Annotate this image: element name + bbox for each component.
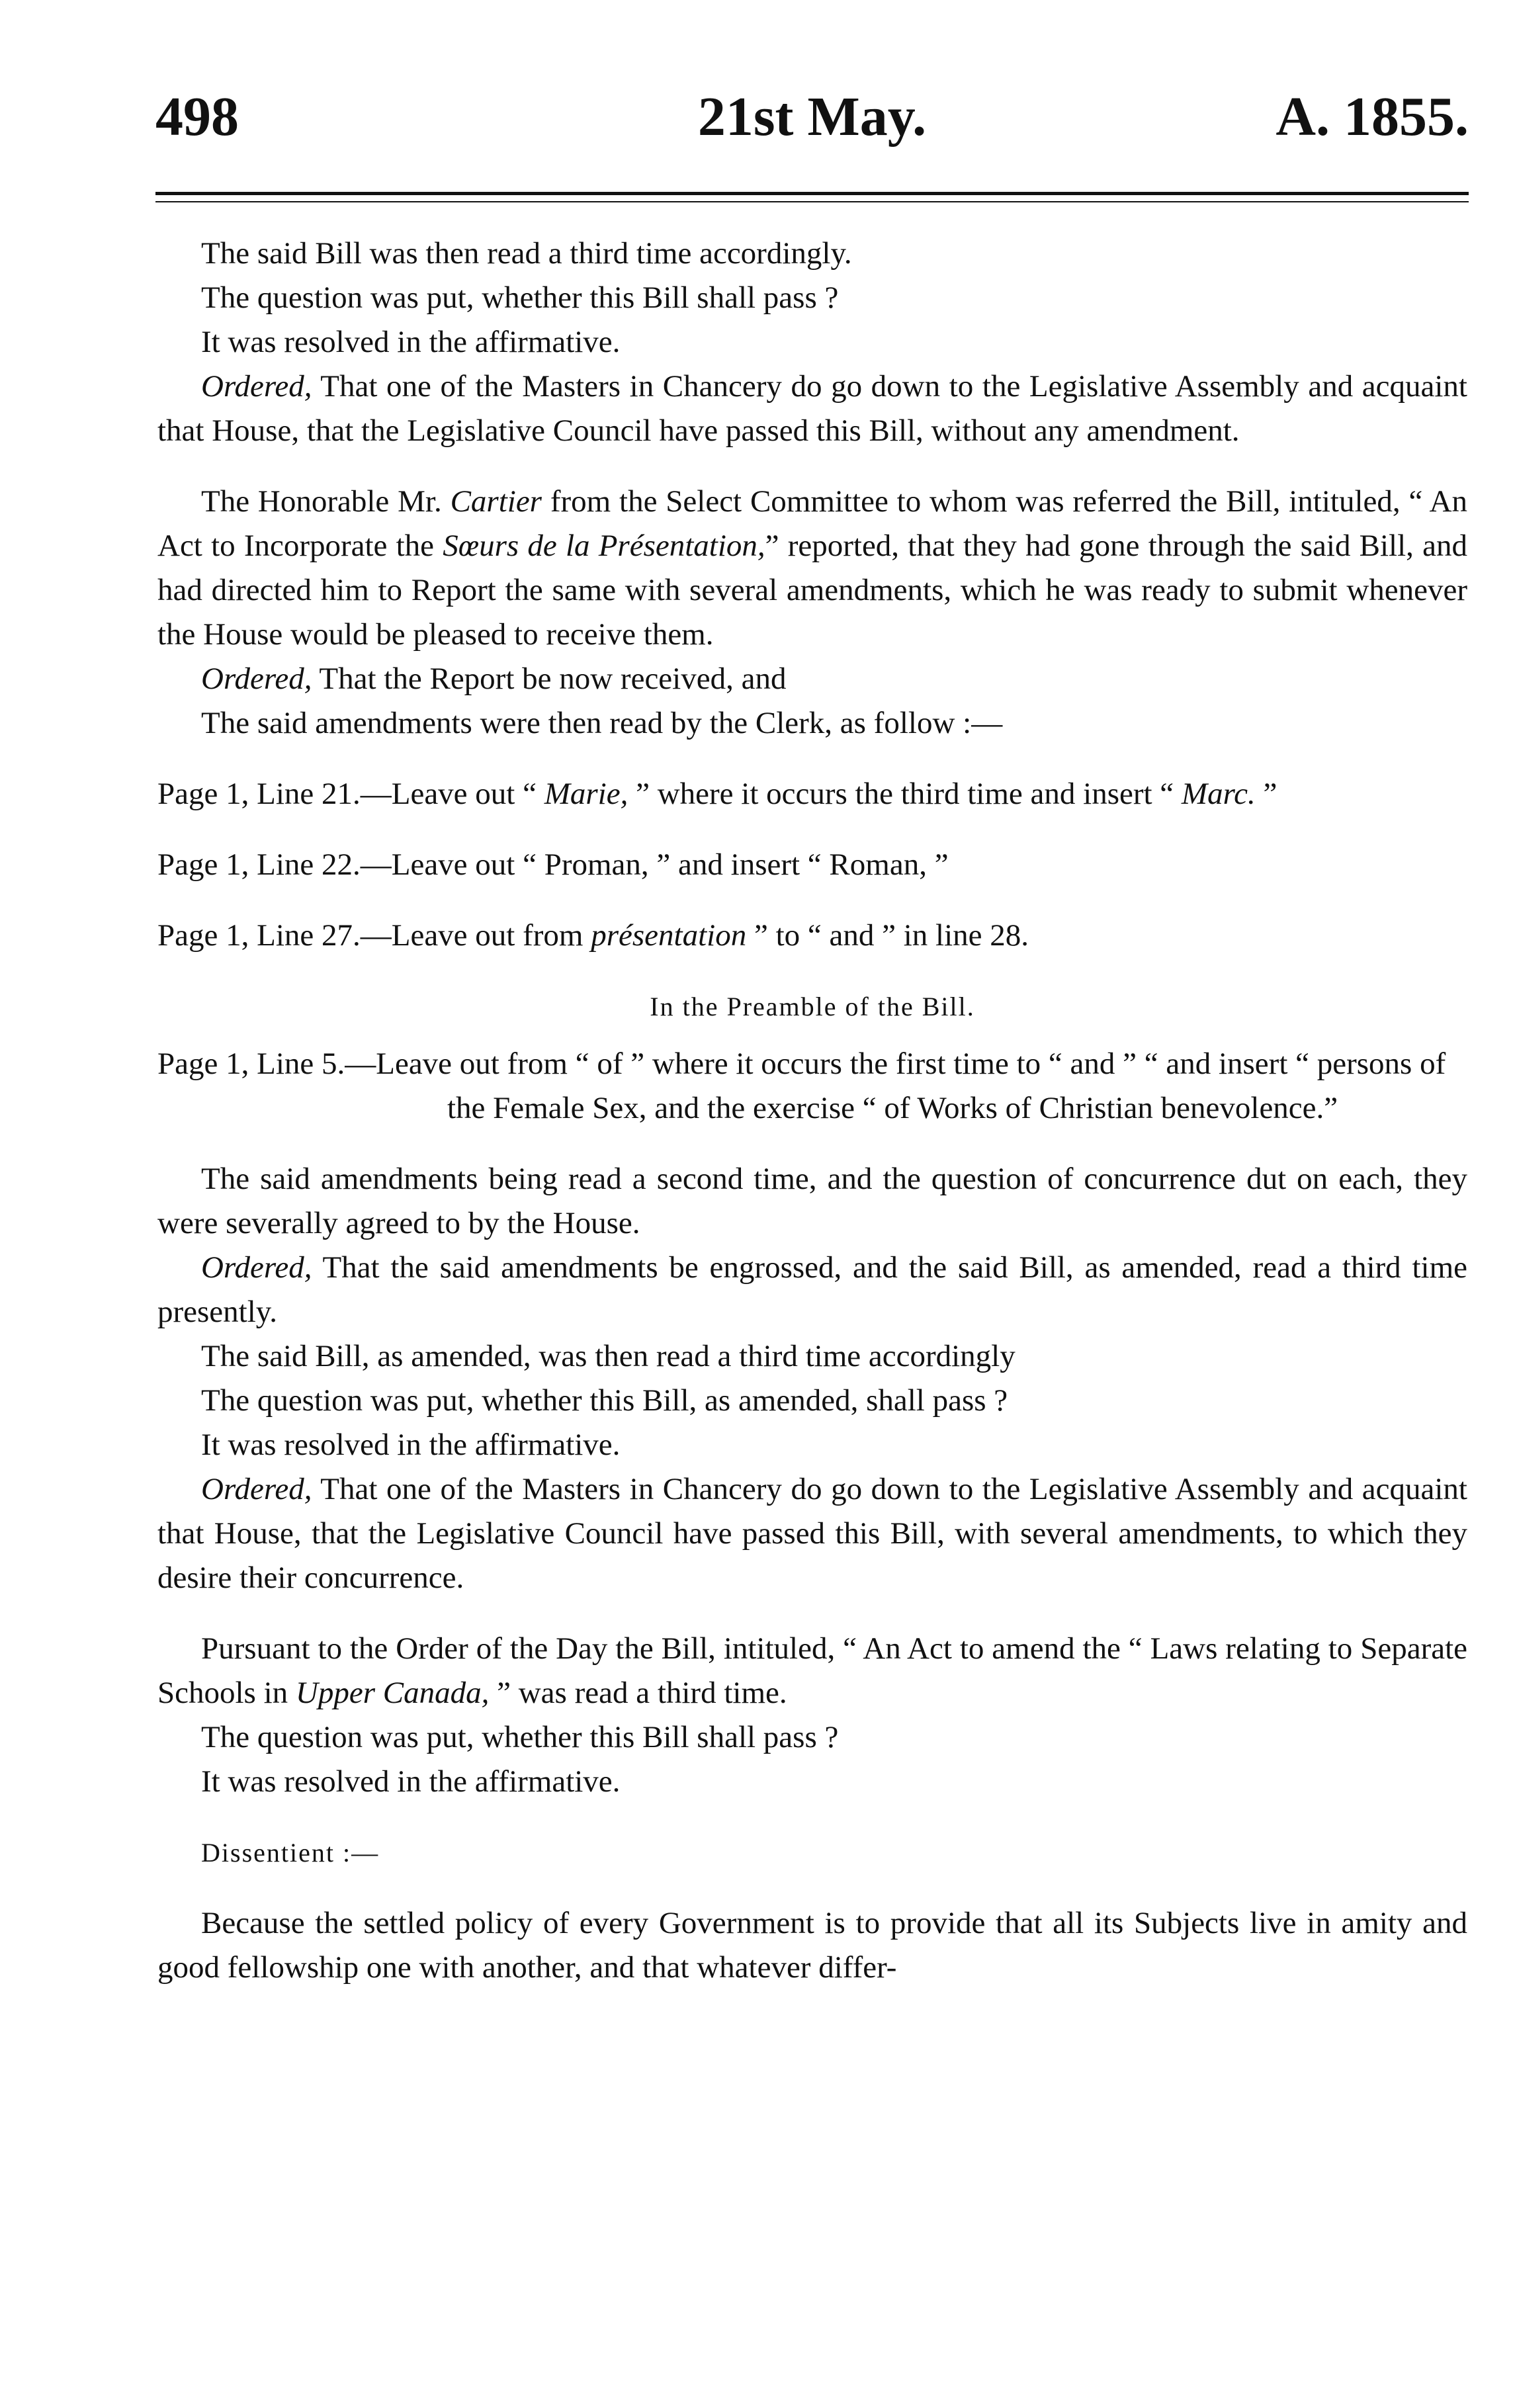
paragraph: It was resolved in the affirmative.	[201, 1764, 621, 1799]
paragraph: Pursuant to the Order of the Day the Bill, intituled, “ An Act to amend the “ Laws relating to Separate Schools in Upper Canada, ” was read a third time.	[157, 1631, 1467, 1710]
preamble-heading: In the Preamble of the Bill.	[650, 992, 975, 1021]
paragraph: The said Bill, as amended, was then read a third time accordingly	[201, 1339, 1016, 1373]
amendment-item: Page 1, Line 5.—Leave out from “ of ” where it occurs the first time to “ and ” “ and insert “ persons of the Female Sex, and the exercise “ of Works of Christian benevolence.”	[157, 1047, 1446, 1125]
paragraph: The said amendments being read a second time, and the question of concurrence dut on each, they were severally agreed to by the House.	[157, 1162, 1467, 1240]
paragraph: The said amendments were then read by the Clerk, as follow :—	[201, 706, 1003, 740]
paragraph: The question was put, whether this Bill, as amended, shall pass ?	[201, 1383, 1008, 1418]
page-header	[155, 81, 1469, 153]
page-number: 498	[155, 86, 239, 148]
paragraph: Ordered, That one of the Masters in Chancery do go down to the Legislative Assembly and acquaint that House, that the Legislative Council have passed this Bill, with several amendments, to which they desire their concurrence.	[157, 1472, 1467, 1595]
paragraph: It was resolved in the affirmative.	[201, 325, 621, 359]
amendment-item: Page 1, Line 21.—Leave out “ Marie, ” where it occurs the third time and insert “ Marc. ”	[157, 777, 1277, 811]
paragraph: Ordered, That the said amendments be engrossed, and the said Bill, as amended, read a third time presently.	[157, 1250, 1467, 1329]
body-text	[157, 232, 1467, 1990]
amendment-item: Page 1, Line 27.—Leave out from présentation ” to “ and ” in line 28.	[157, 918, 1029, 953]
amendment-item: Page 1, Line 22.—Leave out “ Proman, ” and insert “ Roman, ”	[157, 847, 949, 882]
dissentient-heading: Dissentient :—	[201, 1838, 380, 1868]
paragraph: The question was put, whether this Bill shall pass ?	[201, 1720, 839, 1754]
header-rule-thin	[155, 201, 1469, 202]
paragraph: It was resolved in the affirmative.	[201, 1428, 621, 1462]
paragraph: Ordered, That the Report be now received, and	[201, 662, 787, 696]
paragraph: The Honorable Mr. Cartier from the Select Committee to whom was referred the Bill, intituled, “ An Act to Incorporate the Sœurs de la Présentation,” reported, that they had gone through the said Bill, and had directed him to Report the same with several amendments, which he was ready to submit whenever the House would be pleased to receive them.	[157, 484, 1467, 652]
paragraph: Because the settled policy of every Government is to provide that all its Subjects live in amity and good fellowship one with another, and that whatever differ-	[157, 1906, 1467, 1985]
paragraph: The said Bill was then read a third time accordingly.	[201, 236, 852, 271]
page-year: A. 1855.	[1275, 86, 1469, 148]
paragraph: The question was put, whether this Bill shall pass ?	[201, 280, 839, 315]
paragraph: Ordered, That one of the Masters in Chancery do go down to the Legislative Assembly and acquaint that House, that the Legislative Council have passed this Bill, without any amendment.	[157, 369, 1467, 448]
header-rule-thick	[155, 192, 1469, 195]
page-date: 21st May.	[697, 86, 927, 148]
